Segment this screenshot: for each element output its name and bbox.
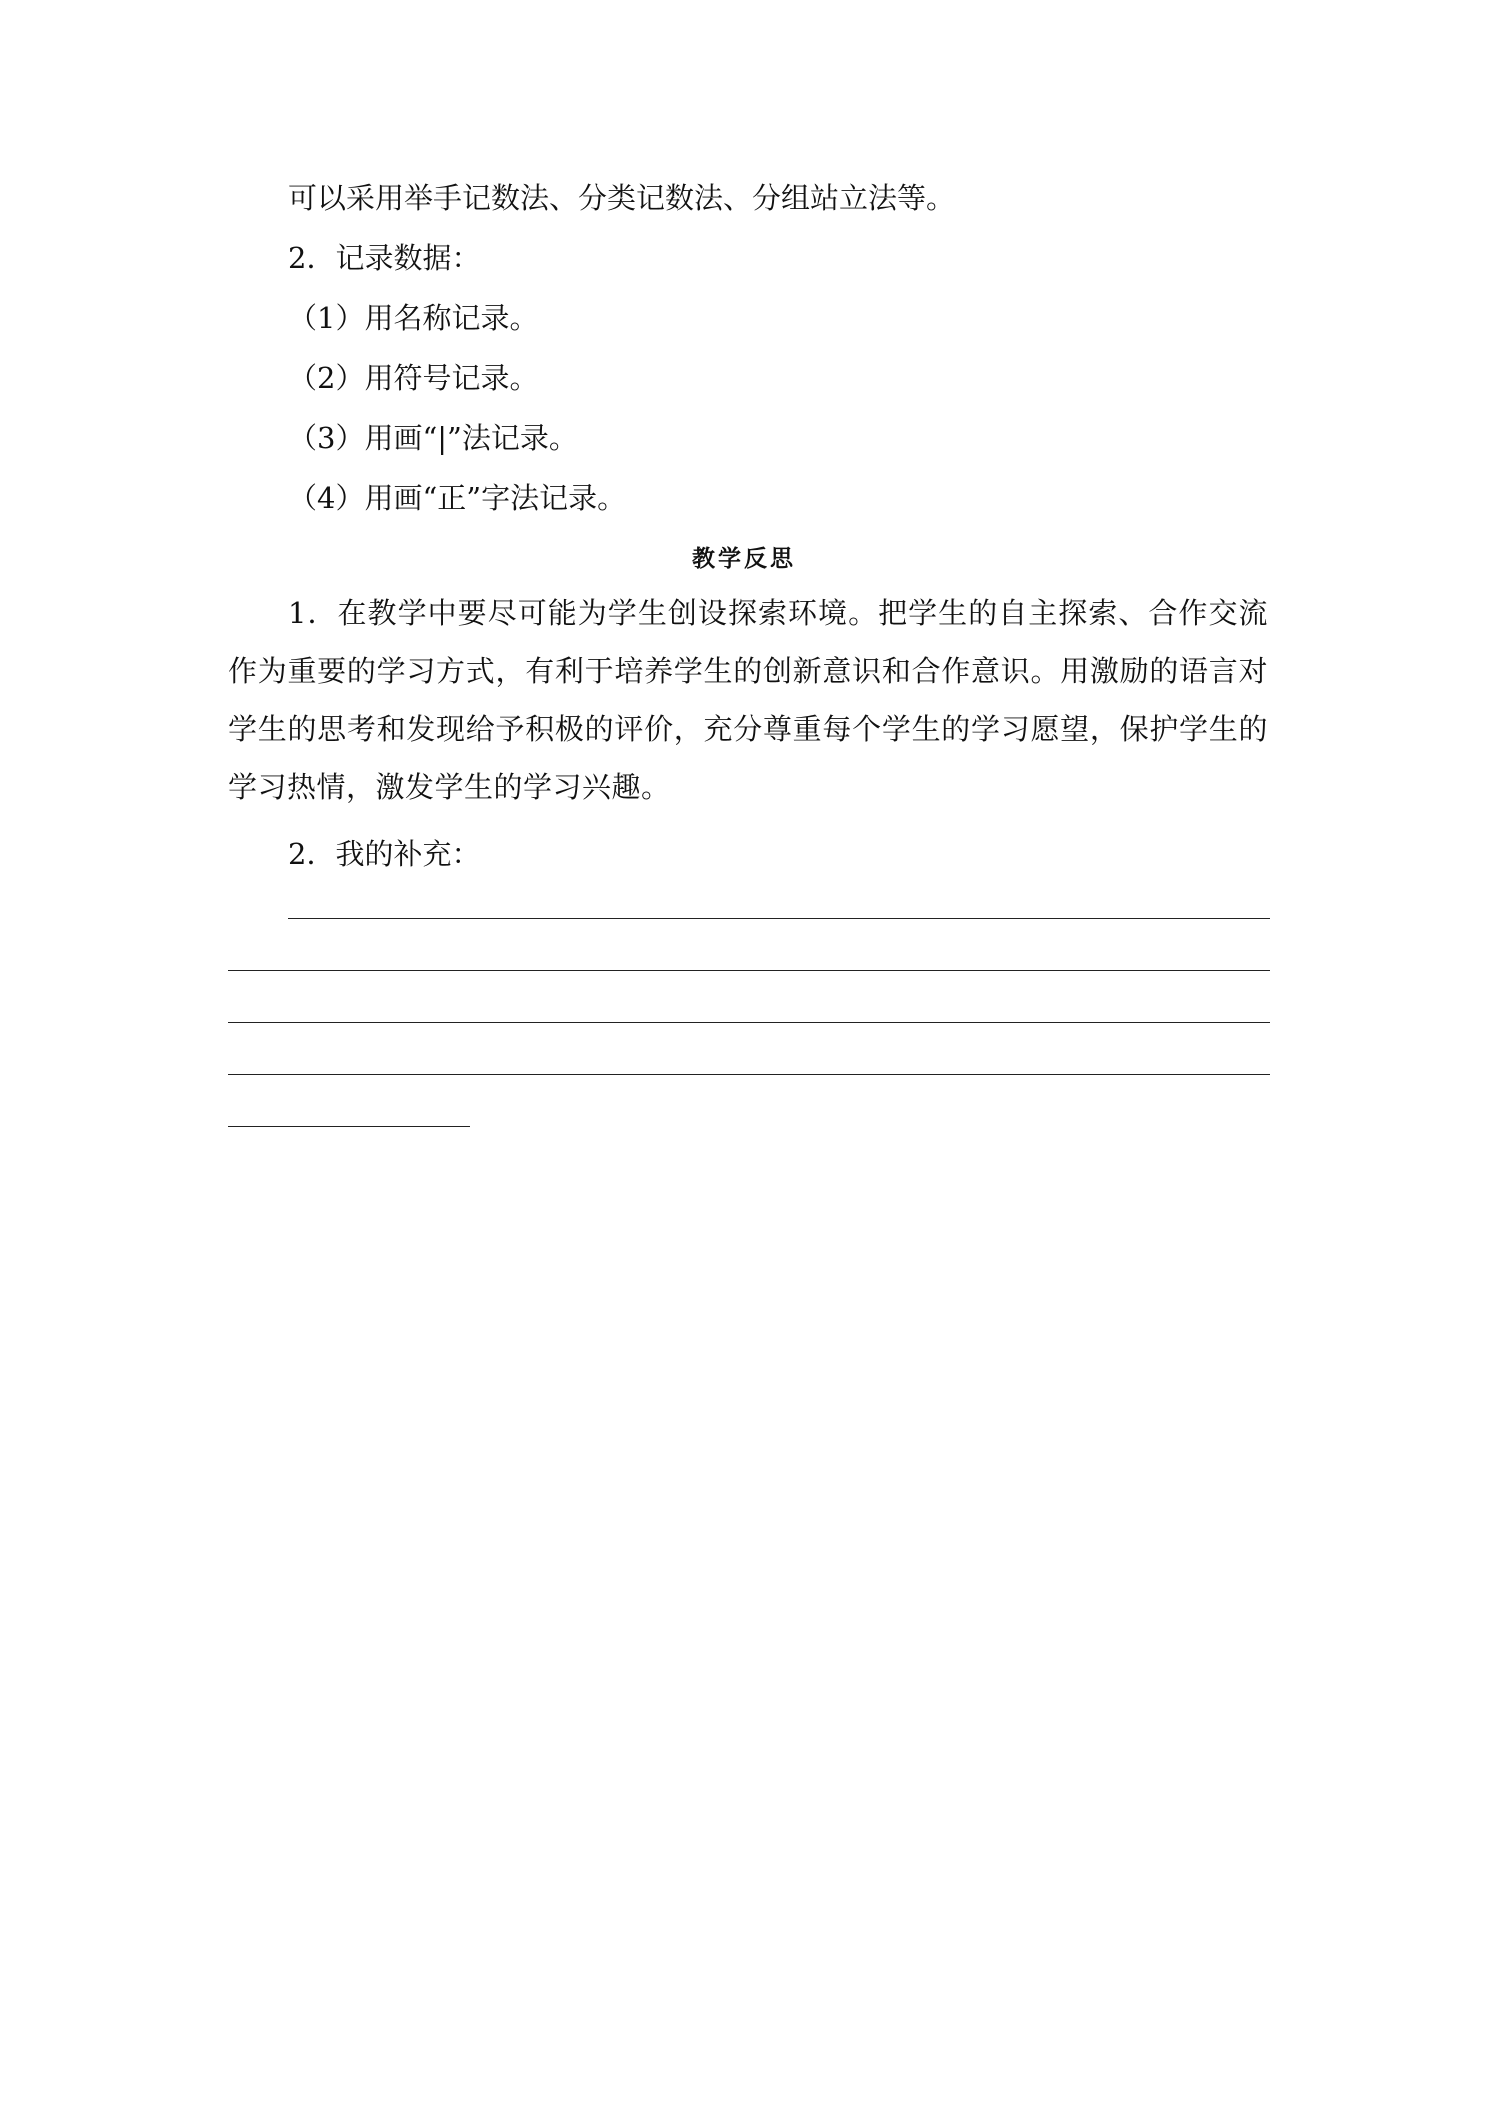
answer-blank-line-5 [228, 1126, 470, 1127]
reflection-point-1: 1．在教学中要尽可能为学生创设探索环境。把学生的自主探索、合作交流作为重要的学习方式，有利于培养学生的创新意识和合作意识。用激励的语言对学生的思考和发现给予积极的评价，充分尊重每个学生的学习愿望，保护学生的学习热情，激发学生的学习兴趣。 [228, 596, 1268, 804]
answer-blank-line-3 [228, 1022, 1270, 1023]
record-item-2: （2）用符号记录。 [288, 361, 539, 395]
method-continuation-text: 可以采用举手记数法、分类记数法、分组站立法等。 [288, 181, 956, 215]
record-item-4: （4）用画“正”字法记录。 [288, 481, 627, 515]
reflection-point-2-label: 2．我的补充： [288, 837, 481, 871]
record-item-3: （3）用画“|”法记录。 [288, 421, 578, 455]
answer-blank-line-2 [228, 970, 1270, 971]
record-item-1: （1）用名称记录。 [288, 301, 539, 335]
answer-blank-line-4 [228, 1074, 1270, 1075]
record-data-heading: 2．记录数据： [288, 241, 481, 275]
reflection-title: 教学反思 [692, 545, 796, 572]
answer-blank-line-1 [288, 918, 1270, 919]
